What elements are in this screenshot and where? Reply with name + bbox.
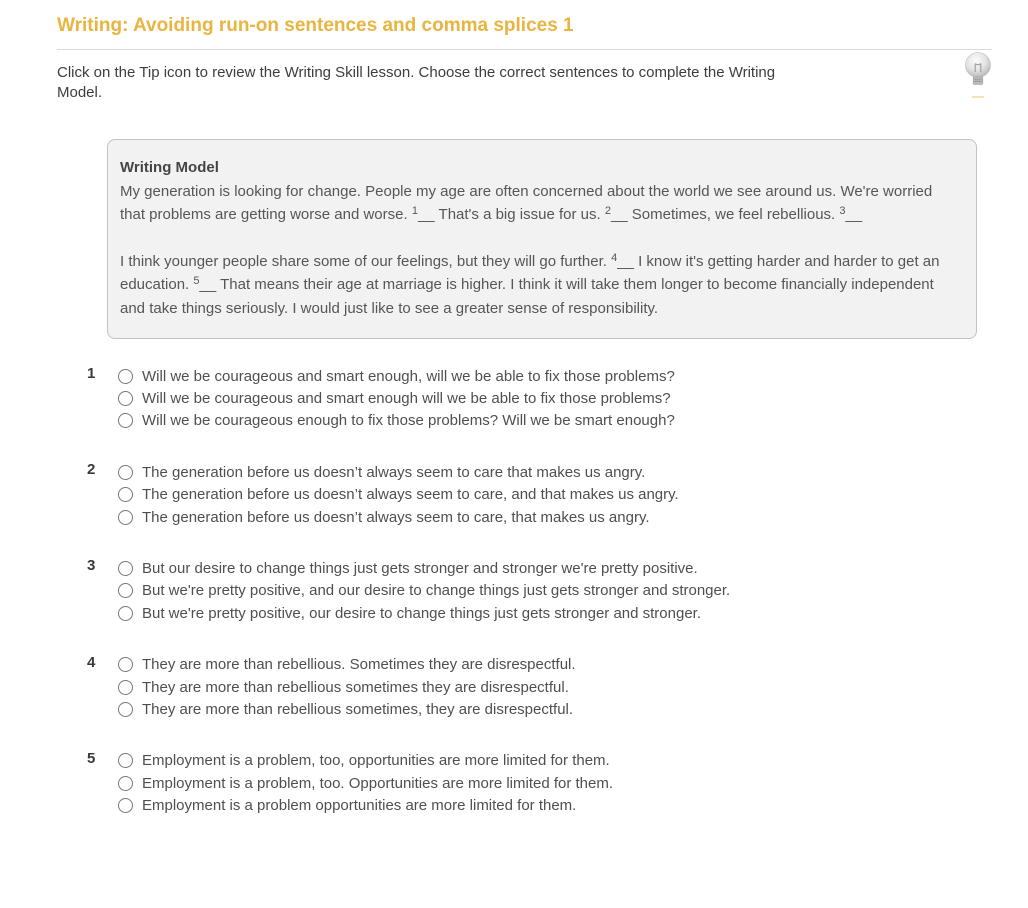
blank-number: 4 xyxy=(611,251,618,264)
writing-model-paragraph: My generation is looking for change. People my age are often concerned about the world we see around us. We're worried that problems are getting worse and worse. $^1$__ That's a big issue for us. $^2$__ Sometimes, we feel rebellious. $^3$__ xyxy=(120,182,933,223)
answer-option[interactable] xyxy=(118,676,992,698)
answer-option-label: They are more than rebellious sometimes they are disrespectful. xyxy=(142,678,569,696)
radio-button-icon[interactable] xyxy=(118,702,133,717)
answer-option[interactable] xyxy=(118,580,992,602)
question-list xyxy=(57,365,992,817)
radio-button-icon[interactable] xyxy=(118,753,133,768)
writing-model-box xyxy=(107,139,977,339)
answer-option-label: The generation before us doesn’t always seem to care that makes us angry. xyxy=(142,463,646,481)
answer-option-label: But we're pretty positive, and our desire to change things just gets stronger and stronger. xyxy=(142,582,731,600)
radio-button-icon[interactable] xyxy=(118,487,133,502)
radio-button-icon[interactable] xyxy=(118,680,133,695)
question-options xyxy=(118,461,992,528)
answer-option-label: They are more than rebellious sometimes, they are disrespectful. xyxy=(142,700,574,718)
blank-number: 3 xyxy=(839,205,846,217)
question-block xyxy=(87,461,992,528)
tip-underline-decoration xyxy=(972,96,984,98)
answer-option-label: But we're pretty positive, our desire to change things just gets stronger and stronger. xyxy=(142,604,702,622)
radio-button-icon[interactable] xyxy=(118,776,133,791)
blank-number: 1 xyxy=(411,205,418,217)
writing-model-heading: Writing Model xyxy=(120,159,219,176)
question-number: 1 xyxy=(87,365,96,382)
answer-option[interactable] xyxy=(118,484,992,506)
question-number: 3 xyxy=(87,557,96,575)
question-options xyxy=(118,654,992,721)
question-number: 5 xyxy=(87,749,96,767)
radio-button-icon[interactable] xyxy=(118,561,133,576)
question-block xyxy=(87,750,992,817)
tip-button[interactable] xyxy=(963,51,993,91)
writing-model-paragraph: I think younger people share some of our feelings, but they will go further. $^4$__ I know it's getting harder and harder to get an education. $^5$__ That means their age at marriage is higher. I think it will take them longer to become financially independent and take things seriously. I would just like to see a greater sense of responsibility. xyxy=(120,251,940,317)
radio-button-icon[interactable] xyxy=(118,465,133,480)
question-number: 4 xyxy=(87,653,96,671)
answer-option-label: But our desire to change things just gets stronger and stronger we're pretty positive. xyxy=(142,560,698,578)
answer-option[interactable] xyxy=(118,461,992,483)
answer-option-label: Will we be courageous enough to fix those problems? Will we be smart enough? xyxy=(142,412,675,430)
answer-option-label: They are more than rebellious. Sometimes they are disrespectful. xyxy=(142,656,576,674)
answer-option-label: The generation before us doesn’t always seem to care, that makes us angry. xyxy=(142,508,650,526)
question-number: 2 xyxy=(87,461,96,479)
blank-number: 2 xyxy=(604,205,611,217)
answer-option[interactable] xyxy=(118,557,992,579)
radio-button-icon[interactable] xyxy=(118,413,133,428)
answer-option[interactable] xyxy=(118,654,992,676)
answer-option[interactable] xyxy=(118,506,992,528)
answer-option[interactable] xyxy=(118,410,992,432)
answer-option[interactable] xyxy=(118,772,992,794)
radio-button-icon[interactable] xyxy=(118,510,133,525)
answer-option-label: Employment is a problem, too. Opportunities are more limited for them. xyxy=(142,774,614,792)
radio-button-icon[interactable] xyxy=(118,606,133,621)
radio-button-icon[interactable] xyxy=(118,657,133,672)
answer-option[interactable] xyxy=(118,365,992,387)
lightbulb-icon xyxy=(963,51,993,89)
blank-number: 5 xyxy=(193,275,200,287)
radio-button-icon[interactable] xyxy=(118,583,133,598)
answer-option-label: Employment is a problem opportunities are more limited for them. xyxy=(142,797,577,815)
instructions-text: Click on the Tip icon to review the Writing Skill lesson. Choose the correct sentences to complete the Writing Model. xyxy=(57,64,776,101)
radio-button-icon[interactable] xyxy=(118,391,133,406)
question-block xyxy=(87,654,992,721)
answer-option-label: Will we be courageous and smart enough, will we be able to fix those problems? xyxy=(142,367,675,385)
answer-option[interactable] xyxy=(118,698,992,720)
question-options xyxy=(118,750,992,817)
radio-button-icon[interactable] xyxy=(118,369,133,384)
answer-option-label: Employment is a problem, too, opportunities are more limited for them. xyxy=(142,752,610,770)
radio-button-icon[interactable] xyxy=(118,798,133,813)
page-title: Writing: Avoiding run-on sentences and comma splices 1 xyxy=(57,15,574,36)
question-block xyxy=(87,365,992,432)
answer-option[interactable] xyxy=(118,602,992,624)
question-options xyxy=(118,365,992,432)
answer-option[interactable] xyxy=(118,794,992,816)
title-divider xyxy=(57,49,992,50)
answer-option[interactable] xyxy=(118,387,992,409)
question-options xyxy=(118,557,992,624)
answer-option[interactable] xyxy=(118,750,992,772)
writing-model-body xyxy=(120,180,960,321)
question-block xyxy=(87,557,992,624)
answer-option-label: Will we be courageous and smart enough will we be able to fix those problems? xyxy=(142,390,671,408)
answer-option-label: The generation before us doesn’t always seem to care, and that makes us angry. xyxy=(142,486,679,504)
